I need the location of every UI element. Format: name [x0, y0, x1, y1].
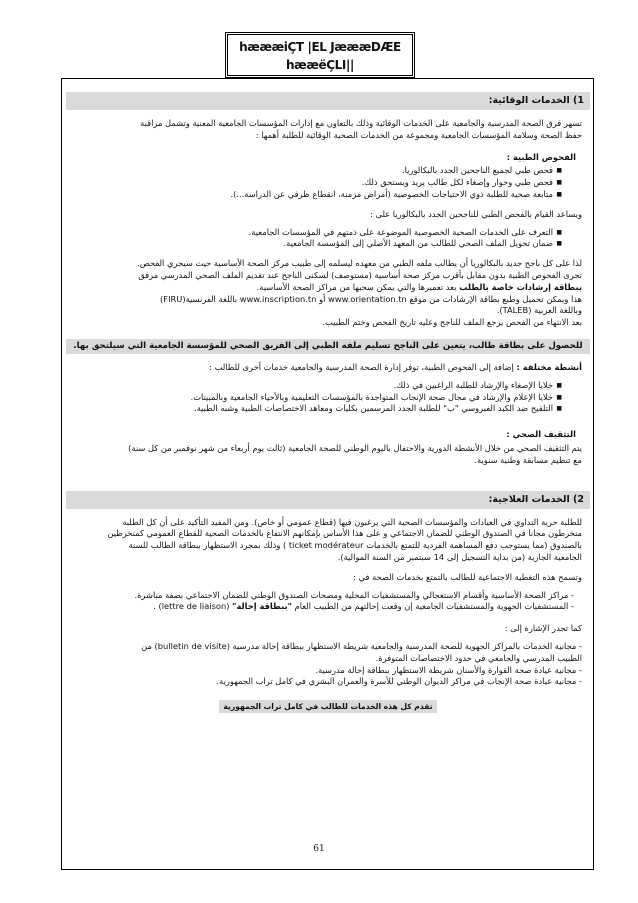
notes-intro: كما تجدر الإشارة إلى : [504, 623, 582, 634]
coverage-text: - المستشفيات الجهوية والمستشفيات الجامعية إن وقعت إحالتهم من الطبيب العام [291, 601, 574, 612]
list-item: ■ التلقيح ضد الكبد الفيروسي "ب" للطلبة الجدد المرسمين بكليات ومعاهد الاختصاصات الطبية وشبه الطبية. [66, 403, 562, 415]
text-line: للطلبة حرية التداوي في العيادات والمؤسسات الصحية التي يرغبون فيها (قطاع عمومي أو خاص). ومن المفيد التأكيد على أن كل الطلبة [122, 516, 582, 527]
list-item: - مجانية الخدمات بالمراكز الجهوية للصحة المدرسية والجامعية شريطة الاستظهار ببطاقة إحالة مدرسية (bulletin de visite) من [141, 640, 582, 651]
header-title-box [225, 32, 415, 78]
text-line: حفظ الصحة وسلامة المؤسسات الجامعية ومجموعة من الخدمات الصحية الوقائية للطلبة أهمها : [255, 129, 582, 140]
text-line: الجامعية الجارية (من بداية التسجيل إلى 14 سبتمبر من السنة الموالية). [337, 551, 582, 562]
referral-card-text: "ببطاقة إحالة" [232, 601, 292, 612]
coverage-list [66, 590, 574, 614]
text-line: هذا ويمكن تحميل وطبع بطاقة الإرشادات من موقع www.orientation.tn أو www.inscription.tn باللغة الفرنسية(FIRU) [160, 293, 582, 304]
text-line: بالصندوق (مما يستوجب دفع المساهمة الفردية للتمتع بالخدمات ticket modérateur ) وذلك بمجرد الاستظهار ببطاقة الطالب للسنة [128, 540, 582, 551]
text-line: مع تنظيم مسابقة وطنية سنوية. [474, 454, 582, 465]
help-intro: ويساعد القيام بالفحص الطبي للناجحين الجدد بالبكالوريا على : [370, 208, 582, 219]
text-line: يتم التثقيف الصحي من خلال الأنشطة الدورية والاحتفال باليوم الوطني للصحة الجامعية (ثالث يوم أربعاء من شهر نوفمبر من كل سنة) [128, 442, 582, 453]
list-item: ■ التعرف على الخدمات الصحية الخصوصية الموضوعة على ذمتهم في المؤسسات الجامعية. [66, 227, 562, 239]
text-line: لذا على كل ناجح جديد بالبكالوريا أن يطالب ملفه الطبي من معهده ليسلمه إلى طبيب مركز الصحة الأساسية حيث سيجري الفحص. [137, 258, 582, 269]
section-1-intro [70, 118, 582, 142]
list-item: - مجانية عيادة صحة الإنجاب في مراكز الديوان الوطني للأسرة والعمران البشري في كامل تراب الجمهورية. [216, 676, 582, 687]
list-item: الطبيب المدرسي والجامعي في حدود الاختصاصات المتوفرة. [375, 652, 582, 663]
closing-notice: تقدم كل هذه الخدمات للطالب في كامل تراب الجمهورية [219, 700, 436, 713]
other-activities-title: أنشطة مختلفة : [516, 361, 582, 372]
closing-row [66, 700, 590, 713]
list-item: ■ خلايا الإعلام والإرشاد في مجال صحة الإنجاب المتواجدة بالمؤسسات التعليمية وبالأحياء الجامعية وبالمبيتات. [66, 392, 562, 404]
other-activities-list [66, 380, 562, 415]
text-line: وباللغة العربية (TALEB). [496, 305, 582, 316]
list-item: ■ متابعة صحية للطلبة ذوي الاحتياجات الخصوصية (أمراض مزمنة، انقطاع ظرفي عن الدراسة...). [66, 189, 562, 201]
other-activities-intro [70, 362, 582, 374]
text-line: منخرطون مجانا في الصندوق الوطني للضمان الاجتماعي و على هذا الأساس بإمكانهم الانتفاع بالخدمات الصحية للقطاع العمومي كمنخرطين [107, 528, 582, 539]
header-title-line-1: hæææiÇT |EL JæææDÆE [239, 40, 401, 54]
section-2-heading: 2) الخدمات العلاجية: [66, 491, 590, 509]
header-title-line-2: hææëÇLI|| [286, 58, 354, 72]
notes-list [66, 641, 582, 688]
coverage-intro: وتسمح هذه التغطية الاجتماعية للطالب بالتمتع بخدمات الصحة في : [353, 571, 582, 582]
card-rest-text: بعد تعميرها والتي يمكن سحبها من مراكز الصحة الأساسية. [256, 281, 460, 292]
list-item: - مراكز الصحة الأساسية وأقسام الاستعجالي والمستشفيات المحلية ومصحات الصندوق الوطني للضمان الاجتماعي بصفة مباشرة. [134, 589, 574, 600]
card-bold-text: ببطاقة إرشادات خاصة بالطلب [459, 281, 582, 292]
text-line: تسهر فرق الصحة المدرسية والجامعية على الخدمات الوقائية وذلك بالتعاون مع إدارات المؤسسات الجامعية المعنية وتشمل مراقبة [140, 118, 582, 128]
help-list [66, 227, 562, 251]
student-card-notice: للحصول على بطاقة طالب، يتعين على الناجح تسليم ملفه الطبي إلى الفريق الصحي للمؤسسة الجامعية التي سيلتحق بها. [66, 339, 590, 354]
list-item: - مجانية عيادة صحة القوارة والأسنان شريطة الاستظهار ببطاقة إحالة مدرسية. [315, 664, 582, 675]
page-number: 61 [313, 844, 325, 854]
list-item: ■ فحص طبي وحوار وإصغاء لكل طالب يريد ويستحق ذلك. [66, 177, 562, 189]
text-line [70, 282, 582, 294]
coverage-text-end: (lettre de liaison) . [153, 601, 233, 612]
instructions-paragraph [70, 258, 582, 329]
content-body [66, 90, 590, 713]
text-line: بعد الانتهاء من الفحص يرجع الملف للناجح وعليه تاريخ الفحص وختم الطبيب. [322, 317, 582, 328]
section-1-heading: 1) الخدمات الوقائية: [66, 92, 590, 110]
medical-exams-list [66, 165, 562, 200]
medical-exams-title: الفحوص الطبية : [506, 151, 576, 162]
list-item: ■ ضمان تحويل الملف الصحي للطالب من المعهد الأصلي إلى المؤسسة الجامعية. [66, 238, 562, 250]
list-item [66, 601, 574, 613]
list-item: ■ فحص طبي لجميع الناجحين الجدد بالبكالوريا. [66, 165, 562, 177]
section-2-paragraph [70, 517, 582, 564]
health-education-title: التثقيف الصحي : [506, 429, 576, 440]
health-education-text [70, 443, 582, 467]
other-activities-text: إضافة إلى الفحوص الطبية، توفر إدارة الصحة المدرسية والجامعية خدمات أخرى للطالب : [209, 361, 517, 372]
list-item: ■ خلايا الإصغاء والإرشاد للطلبة الراغبين في ذلك. [66, 380, 562, 392]
text-line: تجرى الفحوص الطبية بدون مقابل بأقرب مركز صحة أساسية (مستوصف) لسكنى الناجح عند تقديم الملف الصحي المدرسي مرفق [138, 269, 582, 280]
